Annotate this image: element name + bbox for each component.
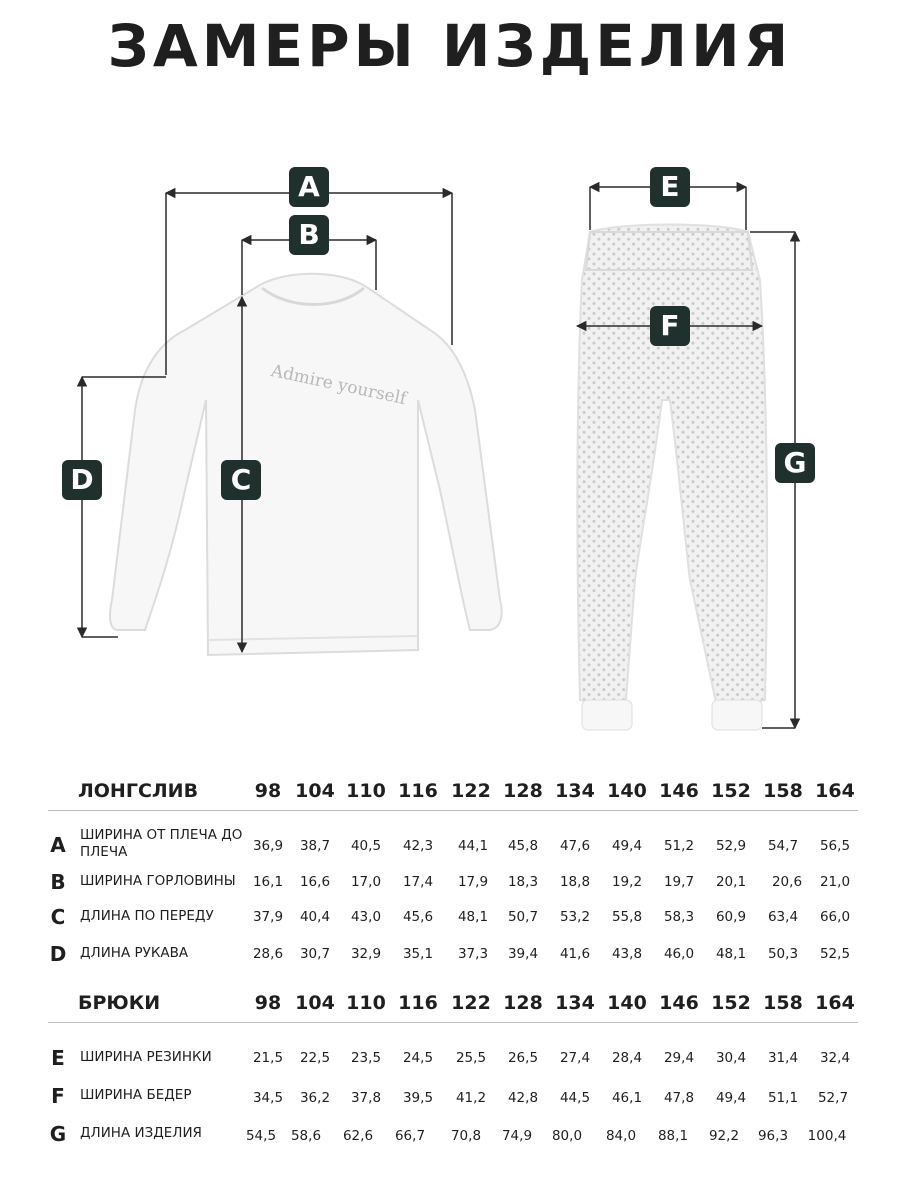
label-box-e: E (650, 167, 690, 207)
cell: 54,5 (245, 1128, 277, 1144)
cell: 54,7 (767, 838, 799, 854)
cell: 24,5 (402, 1050, 434, 1066)
cell: 56,5 (819, 838, 851, 854)
cell: 52,5 (819, 946, 851, 962)
size-col: 146 (659, 992, 699, 1014)
size-col: 110 (346, 780, 386, 802)
cell: 74,9 (501, 1128, 533, 1144)
cell: 46,1 (611, 1090, 643, 1106)
cell: 28,4 (611, 1050, 643, 1066)
cell: 20,1 (715, 874, 747, 890)
size-col: 110 (346, 992, 386, 1014)
cell: 26,5 (507, 1050, 539, 1066)
row-label: ШИРИНА ОТ ПЛЕЧА ДО ПЛЕЧА (80, 827, 243, 860)
size-col: 122 (451, 992, 491, 1014)
cell: 44,1 (457, 838, 489, 854)
cell: 51,2 (663, 838, 695, 854)
size-col: 158 (763, 992, 803, 1014)
cell: 21,0 (819, 874, 851, 890)
table-row (48, 1084, 858, 1120)
cell: 96,3 (757, 1128, 789, 1144)
size-col: 140 (607, 780, 647, 802)
cell: 50,3 (767, 946, 799, 962)
size-col: 104 (295, 780, 335, 802)
label-box-c: C (221, 460, 261, 500)
cell: 49,4 (715, 1090, 747, 1106)
cell: 40,4 (299, 909, 331, 925)
cell: 39,4 (507, 946, 539, 962)
cell: 40,5 (350, 838, 382, 854)
row-label: ДЛИНА ИЗДЕЛИЯ (80, 1125, 202, 1141)
cell: 39,5 (402, 1090, 434, 1106)
cell: 42,8 (507, 1090, 539, 1106)
size-col: 164 (815, 780, 855, 802)
cell: 21,5 (252, 1050, 284, 1066)
row-letter: E (51, 1046, 65, 1070)
size-col: 128 (503, 780, 543, 802)
label-box-g: G (775, 443, 815, 483)
label-box-d: D (62, 460, 102, 500)
cell: 42,3 (402, 838, 434, 854)
size-col: 158 (763, 780, 803, 802)
cell: 20,6 (771, 874, 803, 890)
cell: 49,4 (611, 838, 643, 854)
cell: 17,4 (402, 874, 434, 890)
garment-illustration (0, 160, 900, 760)
size-col: 128 (503, 992, 543, 1014)
row-letter: D (49, 942, 67, 966)
cell: 30,4 (715, 1050, 747, 1066)
cell: 80,0 (551, 1128, 583, 1144)
cell: 50,7 (507, 909, 539, 925)
row-letter: G (49, 1122, 67, 1146)
cell: 44,5 (559, 1090, 591, 1106)
garment-diagrams (0, 160, 900, 760)
cell: 32,9 (350, 946, 382, 962)
cell: 92,2 (708, 1128, 740, 1144)
cell: 29,4 (663, 1050, 695, 1066)
cell: 70,8 (450, 1128, 482, 1144)
size-col: 146 (659, 780, 699, 802)
cell: 32,4 (819, 1050, 851, 1066)
cell: 17,0 (350, 874, 382, 890)
cell: 41,2 (455, 1090, 487, 1106)
cell: 47,8 (663, 1090, 695, 1106)
table-row (48, 905, 858, 941)
trousers-title: БРЮКИ (78, 992, 161, 1014)
cell: 16,6 (299, 874, 331, 890)
cell: 46,0 (663, 946, 695, 962)
row-letter: B (50, 870, 66, 894)
cell: 37,3 (457, 946, 489, 962)
cell: 19,7 (663, 874, 695, 890)
longsleeve-header (48, 770, 858, 811)
cell: 17,9 (457, 874, 489, 890)
cell: 30,7 (299, 946, 331, 962)
cell: 18,8 (559, 874, 591, 890)
cell: 63,4 (767, 909, 799, 925)
cell: 22,5 (299, 1050, 331, 1066)
row-letter: F (51, 1084, 65, 1108)
cell: 35,1 (402, 946, 434, 962)
size-col: 98 (254, 780, 282, 802)
size-col: 134 (555, 992, 595, 1014)
cell: 100,4 (807, 1128, 847, 1144)
cell: 43,0 (350, 909, 382, 925)
cell: 16,1 (252, 874, 284, 890)
table-row (48, 942, 858, 978)
size-col: 152 (711, 992, 751, 1014)
label-box-a: A (289, 167, 329, 207)
table-row (48, 822, 858, 866)
trousers-header (48, 982, 858, 1023)
cell: 58,6 (290, 1128, 322, 1144)
size-col: 134 (555, 780, 595, 802)
cell: 60,9 (715, 909, 747, 925)
cell: 19,2 (611, 874, 643, 890)
longsleeve-shape (110, 274, 502, 655)
cell: 36,2 (299, 1090, 331, 1106)
cell: 45,6 (402, 909, 434, 925)
size-col: 98 (254, 992, 282, 1014)
cell: 23,5 (350, 1050, 382, 1066)
label-box-b: B (289, 215, 329, 255)
size-col: 116 (398, 992, 438, 1014)
table-row (48, 1122, 858, 1158)
label-box-f: F (650, 306, 690, 346)
cell: 66,0 (819, 909, 851, 925)
cell: 25,5 (455, 1050, 487, 1066)
size-col: 116 (398, 780, 438, 802)
cell: 58,3 (663, 909, 695, 925)
row-label: ДЛИНА РУКАВА (80, 945, 189, 961)
cell: 88,1 (657, 1128, 689, 1144)
cell: 48,1 (457, 909, 489, 925)
row-letter: A (50, 833, 66, 857)
cell: 48,1 (715, 946, 747, 962)
size-col: 164 (815, 992, 855, 1014)
cell: 41,6 (559, 946, 591, 962)
cell: 27,4 (559, 1050, 591, 1066)
cell: 18,3 (507, 874, 539, 890)
cell: 37,8 (350, 1090, 382, 1106)
shirt-print-text: Admire yourself (269, 361, 409, 410)
size-col: 122 (451, 780, 491, 802)
size-col: 104 (295, 992, 335, 1014)
table-row (48, 1046, 858, 1082)
row-letter: C (50, 905, 66, 929)
cell: 51,1 (767, 1090, 799, 1106)
cell: 47,6 (559, 838, 591, 854)
cell: 36,9 (252, 838, 284, 854)
table-row (48, 870, 858, 906)
cell: 53,2 (559, 909, 591, 925)
cell: 37,9 (252, 909, 284, 925)
cell: 45,8 (507, 838, 539, 854)
cell: 38,7 (299, 838, 331, 854)
row-label: ШИРИНА РЕЗИНКИ (80, 1049, 212, 1065)
row-label: ШИРИНА БЕДЕР (80, 1087, 192, 1103)
row-label: ДЛИНА ПО ПЕРЕДУ (80, 908, 214, 924)
cell: 52,9 (715, 838, 747, 854)
row-label: ШИРИНА ГОРЛОВИНЫ (80, 873, 236, 889)
cell: 55,8 (611, 909, 643, 925)
size-col: 140 (607, 992, 647, 1014)
cell: 34,5 (252, 1090, 284, 1106)
longsleeve-title: ЛОНГСЛИВ (78, 780, 199, 802)
cell: 43,8 (611, 946, 643, 962)
cell: 66,7 (394, 1128, 426, 1144)
cell: 52,7 (817, 1090, 849, 1106)
trousers-shape (577, 225, 767, 731)
cell: 84,0 (605, 1128, 637, 1144)
cell: 31,4 (767, 1050, 799, 1066)
size-col: 152 (711, 780, 751, 802)
cell: 28,6 (252, 946, 284, 962)
page-title: ЗАМЕРЫ ИЗДЕЛИЯ (107, 12, 793, 80)
cell: 62,6 (342, 1128, 374, 1144)
